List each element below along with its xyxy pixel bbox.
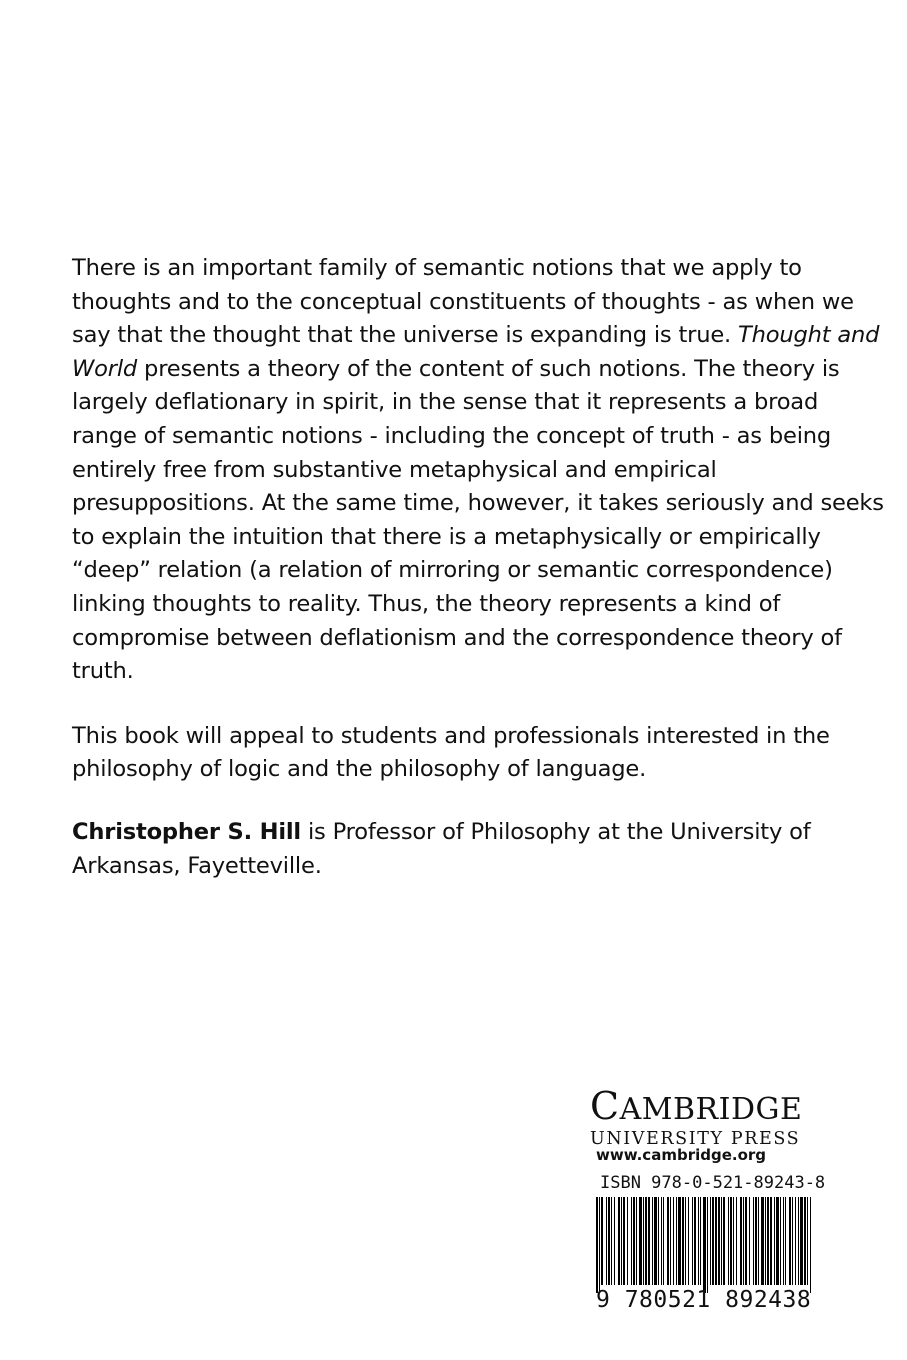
barcode-bar: [798, 1197, 799, 1285]
barcode-bar: [721, 1197, 722, 1285]
blurb-line: thoughts and to the conceptual constituents of thoughts - as when we: [72, 288, 854, 315]
barcode-bar: [728, 1197, 729, 1285]
barcode-bar: [694, 1197, 696, 1285]
barcode-bar: [627, 1197, 628, 1285]
barcode-bar: [707, 1197, 708, 1293]
barcode-bar: [645, 1197, 647, 1285]
author-bio-line: [72, 816, 862, 850]
barcode-bar: [652, 1197, 653, 1285]
barcode-bar: [608, 1197, 610, 1285]
barcode-bar: [700, 1197, 701, 1285]
barcode-bar: [606, 1197, 607, 1285]
barcode-bar: [761, 1197, 764, 1285]
publisher-name: [590, 1086, 830, 1130]
barcode-bar: [715, 1197, 717, 1285]
barcode-bar: [795, 1197, 796, 1285]
barcode-bar: [663, 1197, 664, 1285]
blurb-line: There is an important family of semantic notions that we apply to: [72, 255, 802, 281]
barcode-bar: [667, 1197, 669, 1285]
barcode-bar: [676, 1197, 677, 1285]
barcode-bar: [792, 1197, 793, 1285]
barcode-bar: [670, 1197, 671, 1285]
book-title: Thought and: [738, 322, 880, 349]
barcode-bar: [767, 1197, 769, 1285]
barcode-bars: [596, 1197, 814, 1285]
book-title: World: [72, 355, 138, 382]
barcode-bar: [643, 1197, 644, 1285]
audience-line: This book will appeal to students and professionals interested in the: [72, 722, 830, 749]
blurb-line: [72, 353, 862, 387]
barcode-bar: [654, 1197, 657, 1285]
publisher-name-rest: AMBRIDGE: [619, 1092, 803, 1127]
barcode-bar: [639, 1197, 642, 1285]
barcode-bar: [631, 1197, 632, 1285]
barcode-bar: [800, 1197, 803, 1285]
barcode-bar: [648, 1197, 650, 1285]
barcode-bar: [730, 1197, 732, 1285]
barcode-bar: [758, 1197, 759, 1285]
barcode-bar: [774, 1197, 775, 1285]
barcode: [596, 1197, 814, 1313]
barcode-bar: [703, 1197, 706, 1293]
barcode-bar: [718, 1197, 720, 1285]
barcode-bar: [733, 1197, 734, 1285]
barcode-bar: [596, 1197, 598, 1293]
barcode-bar: [755, 1197, 757, 1285]
barcode-bar: [688, 1197, 689, 1285]
barcode-bar: [776, 1197, 779, 1285]
barcode-bar: [599, 1197, 600, 1293]
audience-line: philosophy of logic and the philosophy of language.: [72, 756, 647, 783]
barcode-bar: [678, 1197, 681, 1285]
blurb-line: “deep” relation (a relation of mirroring or semantic correspondence): [72, 557, 833, 584]
blurb-line: range of semantic notions - including the concept of truth - as being: [72, 422, 832, 449]
barcode-bar: [712, 1197, 714, 1285]
book-description: [72, 252, 884, 883]
barcode-bar: [658, 1197, 659, 1285]
blurb-line: largely deflationary in spirit, in the sense that it represents a broad: [72, 389, 819, 416]
author-name: Christopher S. Hill: [72, 818, 301, 845]
barcode-bar: [785, 1197, 786, 1285]
barcode-bar: [698, 1197, 699, 1285]
barcode-bar: [807, 1197, 808, 1285]
blurb-line: compromise between deflationism and the correspondence theory of: [72, 624, 842, 651]
barcode-bar: [633, 1197, 635, 1285]
barcode-bar: [810, 1197, 811, 1293]
publisher-website: www.cambridge.org: [596, 1146, 767, 1164]
barcode-bar: [749, 1197, 750, 1285]
blurb-line: linking thoughts to reality. Thus, the theory represents a kind of: [72, 590, 781, 617]
blurb-text: presents a theory of the content of such notions. The theory is: [137, 355, 840, 382]
barcode-bar: [685, 1197, 686, 1285]
publisher-subtitle: UNIVERSITY PRESS: [590, 1129, 801, 1149]
blurb-line: to explain the intuition that there is a metaphysically or empirically: [72, 523, 821, 550]
isbn-label: ISBN 978-0-521-89243-8: [600, 1173, 826, 1193]
barcode-bar: [673, 1197, 674, 1285]
barcode-bar: [753, 1197, 754, 1285]
barcode-bar: [621, 1197, 622, 1285]
barcode-bar: [618, 1197, 620, 1285]
barcode-bar: [740, 1197, 742, 1285]
blurb-line: presuppositions. At the same time, however, it takes seriously and seeks: [72, 490, 884, 517]
paragraph-spacer: [72, 689, 862, 720]
publisher-initial: C: [590, 1084, 620, 1128]
barcode-bar: [692, 1197, 693, 1285]
blurb-text: say that the thought that the universe is expanding is true.: [72, 322, 739, 349]
barcode-bar: [723, 1197, 725, 1285]
barcode-bar: [770, 1197, 772, 1285]
barcode-bar: [611, 1197, 612, 1285]
blurb-line: truth.: [72, 658, 134, 685]
author-bio-line: Arkansas, Fayetteville.: [72, 852, 322, 879]
paragraph-spacer: [72, 787, 862, 816]
barcode-bar: [614, 1197, 615, 1285]
barcode-bar: [601, 1197, 603, 1285]
barcode-digits: 9 780521 892438: [596, 1287, 812, 1313]
barcode-bar: [743, 1197, 744, 1285]
barcode-bar: [623, 1197, 625, 1285]
barcode-bar: [745, 1197, 747, 1285]
barcode-bar: [780, 1197, 781, 1285]
blurb-line: [72, 319, 880, 353]
barcode-bar: [789, 1197, 791, 1285]
barcode-bar: [736, 1197, 737, 1285]
barcode-bar: [636, 1197, 637, 1285]
barcode-bar: [710, 1197, 711, 1285]
blurb-line: entirely free from substantive metaphysical and empirical: [72, 456, 717, 483]
publisher-logo: [590, 1086, 830, 1150]
barcode-bar: [765, 1197, 766, 1285]
barcode-bar: [661, 1197, 662, 1285]
barcode-bar: [804, 1197, 806, 1285]
barcode-bar: [682, 1197, 684, 1285]
barcode-bar: [783, 1197, 784, 1285]
author-bio-text: is Professor of Philosophy at the University of: [300, 818, 811, 845]
